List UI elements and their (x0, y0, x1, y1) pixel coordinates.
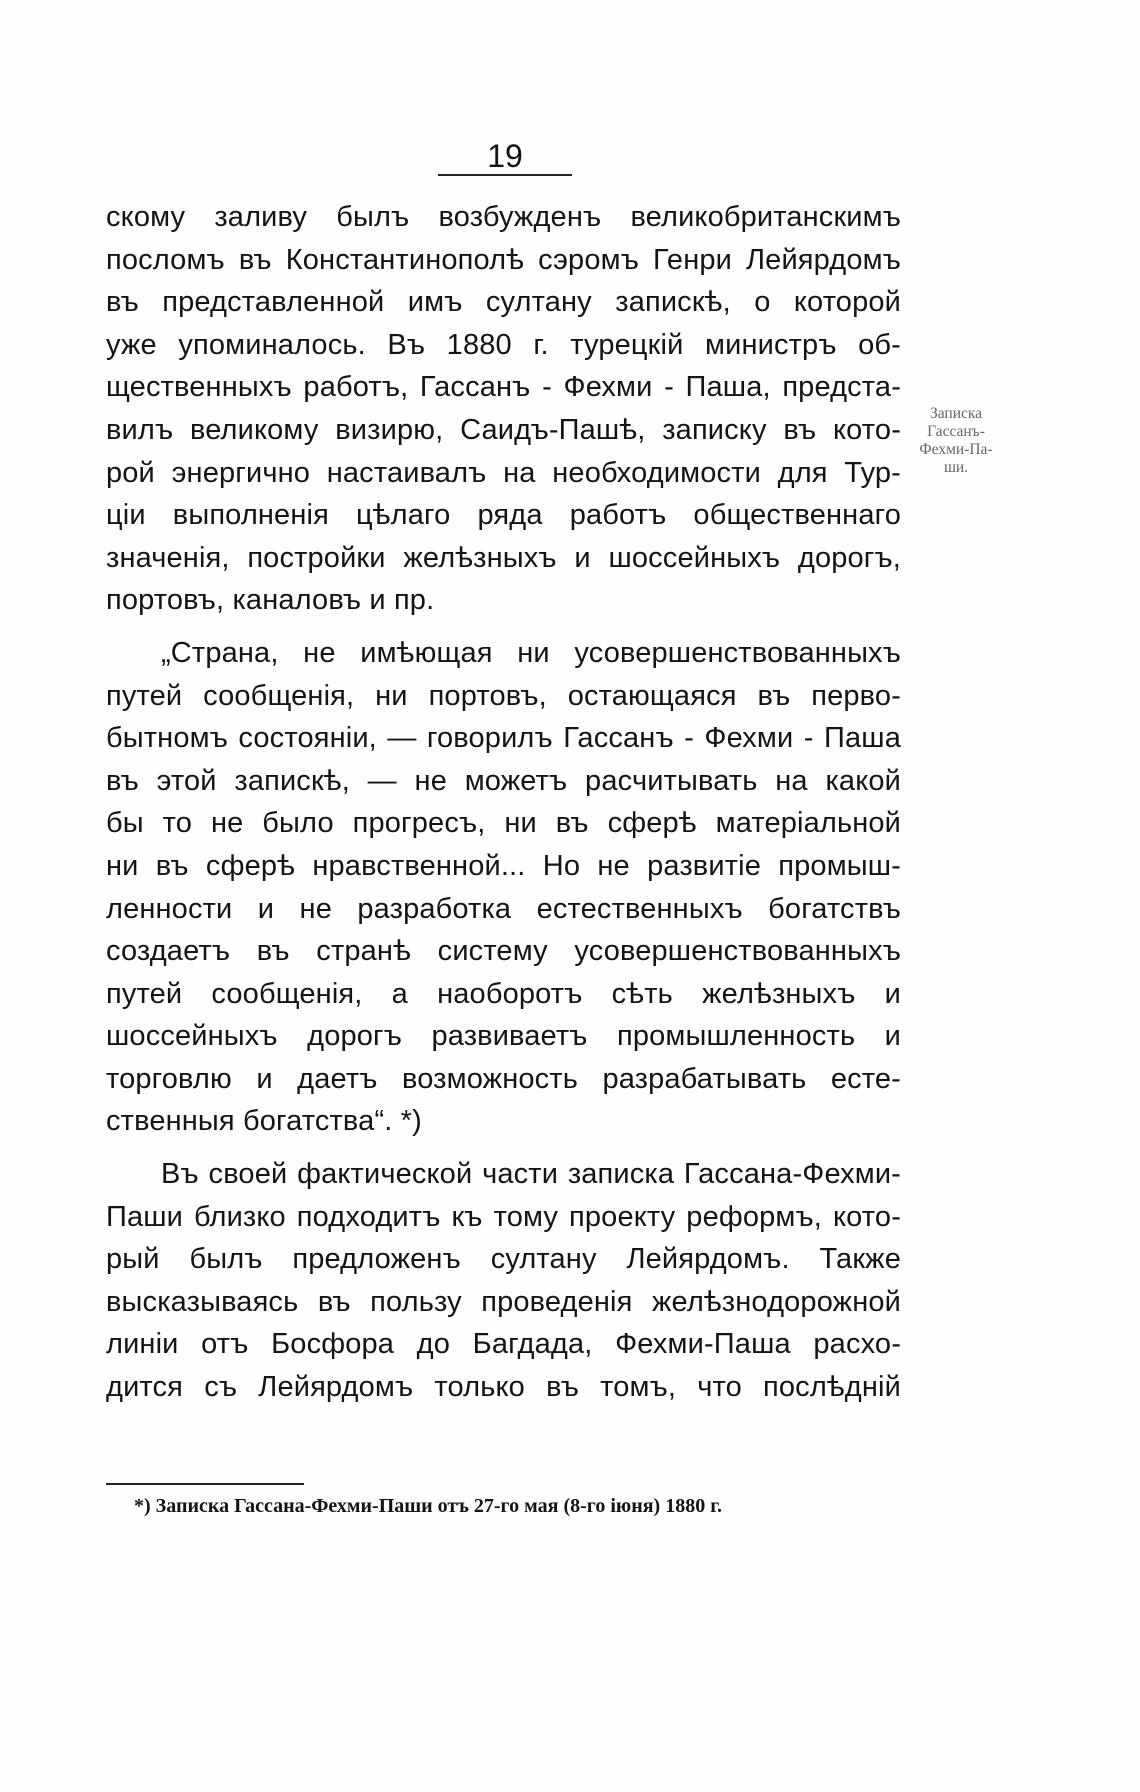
text-line: дится съ Лейярдомъ только въ томъ, что послѣдній (106, 1371, 901, 1404)
footnote-text: *) Записка Гассана-Фехми-Паши отъ 27-го мая (8-го іюня) 1880 г. (134, 1495, 723, 1517)
margin-note (906, 405, 1006, 477)
margin-note-line: Фехми-Па- (919, 441, 993, 458)
text-line: Въ своей фактической части записка Гассана-Фехми- (161, 1158, 901, 1191)
footnote-rule (106, 1483, 304, 1485)
text-line: въ представленной имъ султану запискѣ, о которой (106, 286, 901, 319)
text-line: линіи отъ Босфора до Багдада, Фехми-Паша расхо- (106, 1328, 901, 1361)
paragraph-gap (106, 1143, 901, 1153)
text-line: ственныя богатства“. *) (106, 1105, 422, 1138)
text-line: ленности и не разработка естественныхъ богатствъ (106, 892, 901, 925)
text-line: вилъ великому визирю, Саидъ-Пашѣ, записку въ кото- (106, 413, 901, 446)
text-line: щественныхъ работъ, Гассанъ - Фехми - Паша, предста- (106, 371, 901, 404)
text-line: Паши близко подходитъ къ тому проекту реформъ, кото- (106, 1200, 901, 1233)
text-line: путей сообщенія, ни портовъ, остающаяся въ перво- (106, 679, 901, 712)
page-number: 19 (487, 138, 523, 174)
page-number-rule (438, 174, 572, 176)
paragraph-2 (106, 632, 901, 1143)
text-line: рый былъ предложенъ султану Лейярдомъ. Также (106, 1243, 901, 1276)
text-line: ни въ сферѣ нравственной... Но не развитіе промыш- (106, 849, 901, 882)
text-line: въ этой запискѣ, — не можетъ расчитывать на какой (106, 764, 901, 797)
text-line: создаетъ въ странѣ систему усовершенствованныхъ (106, 935, 901, 968)
text-line: портовъ, каналовъ и пр. (106, 584, 435, 617)
text-line: рой энергично настаивалъ на необходимости для Тур- (106, 456, 901, 489)
paragraph-gap (106, 622, 901, 632)
text-line: бытномъ состояніи, — говорилъ Гассанъ - Фехми - Паша (106, 722, 901, 755)
text-line: торговлю и даетъ возможность разрабатывать есте- (106, 1062, 901, 1095)
paragraph-1 (106, 196, 901, 622)
text-line: бы то не было прогресъ, ни въ сферѣ матеріальной (106, 807, 901, 840)
paragraph-3 (106, 1153, 901, 1409)
margin-note-line: ши. (943, 459, 969, 476)
footnote (106, 1493, 901, 1519)
text-line: уже упоминалось. Въ 1880 г. турецкій министръ об- (106, 328, 901, 361)
margin-note-line: Гассанъ- (927, 423, 985, 440)
margin-note-line: Записка (929, 405, 983, 422)
main-text (106, 196, 901, 1409)
text-line: „Страна, не имѣющая ни усовершенствованныхъ (161, 636, 901, 669)
text-line: посломъ въ Константинополѣ сэромъ Генри Лейярдомъ (106, 243, 901, 276)
text-line: высказываясь въ пользу проведенія желѣзнодорожной (106, 1285, 901, 1318)
text-line: ціи выполненія цѣлаго ряда работъ общественнаго (106, 499, 901, 532)
text-line: путей сообщенія, а наоборотъ сѣть желѣзныхъ и (106, 977, 901, 1010)
text-line: скому заливу былъ возбужденъ великобританскимъ (106, 201, 901, 233)
text-line: значенія, постройки желѣзныхъ и шоссейныхъ дорогъ, (106, 541, 901, 574)
text-line: шоссейныхъ дорогъ развиваетъ промышленность и (106, 1020, 901, 1053)
